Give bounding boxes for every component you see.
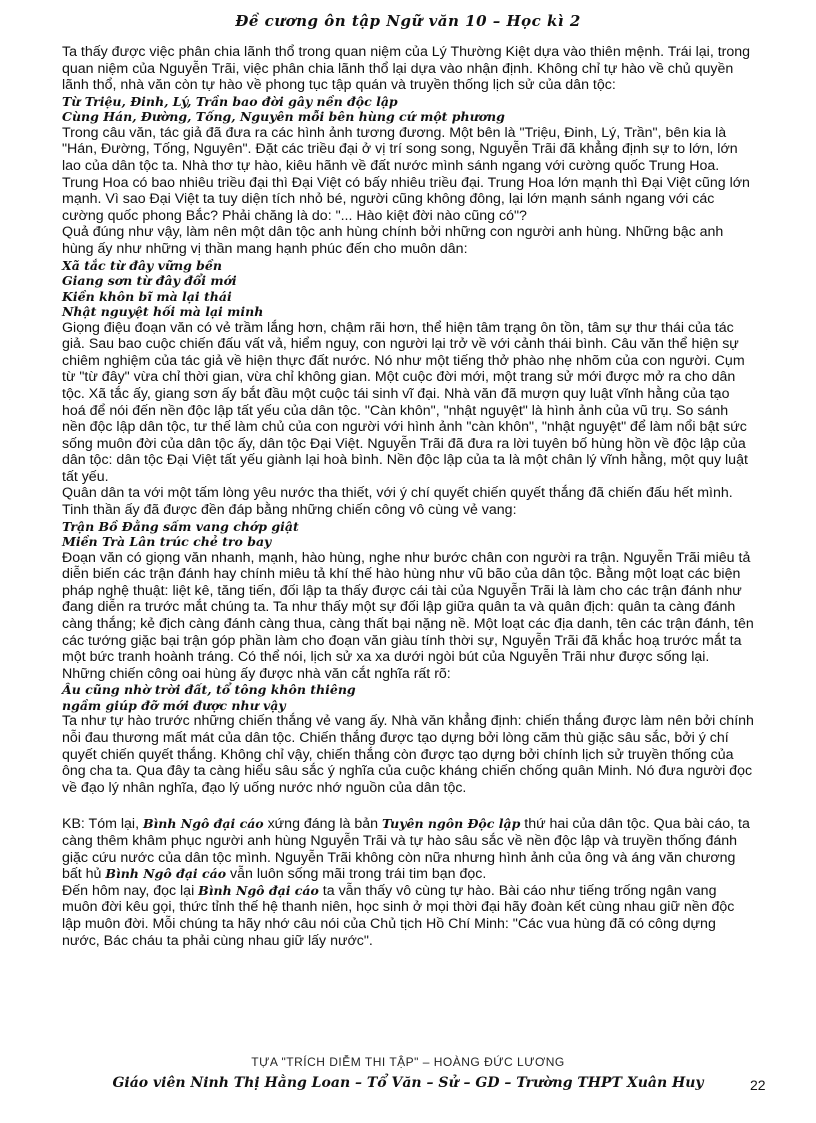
paragraph: Ta như tự hào trước những chiến thắng vẻ vang ấy. Nhà văn khẳng định: chiến thắng được làm nên bởi chính nỗi đau thương mất mát của dân tộc. Chiến thắng được tạo dựng bởi lòng căm thù giặc sâu sắc, bởi ý chí quyết chiến quyết thắng. Không chỉ vậy, chiến thắng còn được tạo dựng bởi chính lịch sử truyền thống của ông cha ta. Qua đây ta càng hiểu sâu sắc ý nghĩa của cuộc kháng chiến chống quân Minh. Nó đưa người đọc về đạo lý nhân nghĩa, đạo lý uống nước nhớ nguồn của dân tộc. — [62, 713, 754, 796]
paragraph: Đoạn văn có giọng văn nhanh, mạnh, hào hùng, nghe như bước chân con người ra trận. Nguyễn Trãi miêu tả diễn biến các trận đánh hay chính miêu tả khí thế hào hùng như vũ bão của dân tộc. Bằng một loạt các biện pháp nghệ thuật: liệt kê, tăng tiến, đối lập ta thấy được cái tài của Nguyễn Trãi là làm cho các trận đánh như đang diễn ra trước mắt chúng ta. Ta như thấy một sự đối lập giữa quân ta và quân địch: quân ta càng đánh càng thắng; kẻ địch càng đánh càng thua, càng thất bại nặng nề. Một loạt các địa danh, tên các trận đánh, tên các tướng giặc bại trận góp phần làm cho đoạn văn giàu tính thời sự, Nguyễn Trãi đã khắc hoạ trước mắt ta một bức tranh hoành tráng. Có thể nói, lịch sử xa xa dưới ngòi bút của Nguyễn Trãi như được sống lại. Những chiến công oai hùng ấy được nhà văn cắt nghĩa rất rõ: — [62, 549, 754, 682]
paragraph: Trong câu văn, tác giả đã đưa ra các hình ảnh tương đương. Một bên là "Triệu, Đinh, Lý, Trần", bên kia là "Hán, Đường, Tống, Nguyên". Đặt các triều đại ở vị trí song song, Nguyễn Trãi đã khẳng định sự to lớn, lớn lao của dân tộc ta. Nhà thơ tự hào, kiêu hãnh về đất nước mình sánh ngang với cường quốc Trung Hoa. Trung Hoa có bao nhiêu triều đại thì Đại Việt có bấy nhiêu triều đại. Trung Hoa lớn mạnh thì Đại Việt cũng lớn mạnh. Vì sao Đại Việt ta tuy diện tích nhỏ bé, người cũng không đông, lại lớn mạnh sánh ngang với các cường quốc phong Bắc? Phải chăng là do: "... Hào kiệt đời nào cũng có"? — [62, 124, 750, 224]
conclusion-text: thứ hai của dân tộc. Qua bài cáo, ta càng thêm khâm phục người anh hùng Nguyễn Trãi và tự hào sâu sắc về nền độc lập và truyền thống đánh giặc cứu nước của dân tộc mình. Nguyễn Trãi không còn nữa nhưng hình ảnh của ông và áng văn chương bất hủ — [62, 816, 750, 883]
work-title: Bình Ngô đại cáo — [198, 882, 319, 898]
source-caption: TỰA "TRÍCH DIỄM THI TẬP" – HOÀNG ĐỨC LƯƠNG — [251, 1055, 565, 1069]
verse-line: Giang sơn từ đây đổi mới — [62, 273, 237, 289]
page-footer: Giáo viên Ninh Thị Hằng Loan – Tổ Văn – Sử – GD – Trường THPT Xuân Huy — [112, 1075, 704, 1091]
verse-line: ngầm giúp đỡ mới được như vậy — [62, 697, 286, 713]
verse-line: Xã tắc từ đây vững bền — [62, 257, 222, 273]
paragraph: Ta thấy được việc phân chia lãnh thổ trong quan niệm của Lý Thường Kiệt dựa vào thiên mệnh. Trái lại, trong quan niệm của Nguyễn Trãi, việc phân chia lãnh thổ lại dựa vào nhận định. Không chỉ tự hào về chủ quyền lãnh thổ, nhà văn còn tự hào về phong tục tập quán và truyền thống lịch sử của dân tộc: — [62, 44, 751, 94]
work-title: Bình Ngô đại cáo — [105, 866, 227, 882]
conclusion-paragraph — [62, 816, 754, 882]
page-header-title: Đề cương ôn tập Ngữ văn 10 – Học kì 2 — [235, 12, 581, 30]
paragraph: Quả đúng như vậy, làm nên một dân tộc anh hùng chính bởi những con người anh hùng. Những bậc anh hùng ấy như những vị thần mang hạnh phúc đến cho muôn dân: — [62, 224, 724, 257]
document-body — [62, 44, 754, 949]
conclusion-text: KB: Tóm lại, — [62, 816, 143, 833]
verse-line: Trận Bồ Đằng sấm vang chớp giật — [62, 518, 299, 534]
conclusion-text: vẫn luôn sống mãi trong trái tim bạn đọc. — [226, 866, 487, 883]
conclusion-paragraph — [62, 883, 754, 949]
page-number: 22 — [750, 1077, 766, 1093]
conclusion-text: xứng đáng là bản — [263, 816, 382, 833]
verse-line: Cùng Hán, Đường, Tống, Nguyên mỗi bên hùng cứ một phương — [62, 109, 505, 125]
conclusion-text: Đến hôm nay, đọc lại — [62, 882, 199, 899]
paragraph: Giọng điệu đoạn văn có vẻ trầm lắng hơn, chậm rãi hơn, thể hiện tâm trạng ôn tồn, tâm sự thư thái của tác giả. Sau bao cuộc chiến đấu vất vả, hiểm nguy, con người lại trở về với cảnh thái bình. Câu văn thể hiện sự chiêm nghiệm của tác giả về hiện thực đất nước. Nó như một tiếng thở phào nhẹ nhõm của con người. Cụm từ "từ đây" vừa chỉ thời gian, vừa chỉ không gian. Một cuộc đời mới, một trang sử mới được mở ra cho dân tộc. Xã tắc ấy, giang sơn ấy bắt đầu một cuộc tái sinh vĩ đại. Nhà văn đã mượn quy luật vĩnh hằng của tạo hoá để nói đến nền độc lập tất yếu của dân tộc. "Càn khôn", "nhật nguyệt" là hình ảnh của vũ trụ. So sánh nền độc lập dân tộc, tư thế làm chủ của con người với hình ảnh "càn khôn", "nhật nguyệt" để làm nổi bật sức sống muôn đời của dân tộc ấy, dân tộc Đại Việt. Nguyễn Trãi đã đưa ra lời tuyên bố hùng hồn về độc lập của dân tộc: dân tộc Đại Việt tất yếu giành lại hoà bình. Nền độc lập của ta là một chân lý vĩnh hằng, một quy luật tất yếu. — [62, 319, 748, 485]
work-title: Tuyên ngôn Độc lập — [382, 816, 521, 832]
verse-line: Kiền khôn bĩ mà lại thái — [62, 288, 232, 304]
verse-line: Nhật nguyệt hối mà lại minh — [62, 304, 264, 320]
verse-line: Âu cũng nhờ trời đất, tổ tông khôn thiêng — [62, 682, 356, 698]
work-title: Bình Ngô đại cáo — [142, 816, 264, 832]
verse-line: Từ Triệu, Đinh, Lý, Trần bao đời gây nền độc lập — [62, 93, 398, 109]
spacer — [62, 796, 754, 816]
verse-line: Miền Trà Lân trúc chẻ tro bay — [62, 534, 272, 550]
paragraph: Quân dân ta với một tấm lòng yêu nước tha thiết, với ý chí quyết chiến quyết thắng đã chiến đấu hết mình. Tinh thần ấy đã được đền đáp bằng những chiến công vô cùng vẻ vang: — [62, 485, 733, 519]
conclusion-text: ta vẫn thấy vô cùng tự hào. Bài cáo như tiếng trống ngân vang muôn đời kêu gọi, thức tỉnh thế hệ thanh niên, học sinh ở mọi thời đại hãy đoàn kết cùng nhau giữ nền độc lập muôn đời. Mỗi chúng ta hãy nhớ câu nói của Chủ tịch Hồ Chí Minh: "Các vua hùng đã có công dựng nước, Bác cháu ta phải cùng nhau giữ lấy nước". — [62, 882, 735, 949]
